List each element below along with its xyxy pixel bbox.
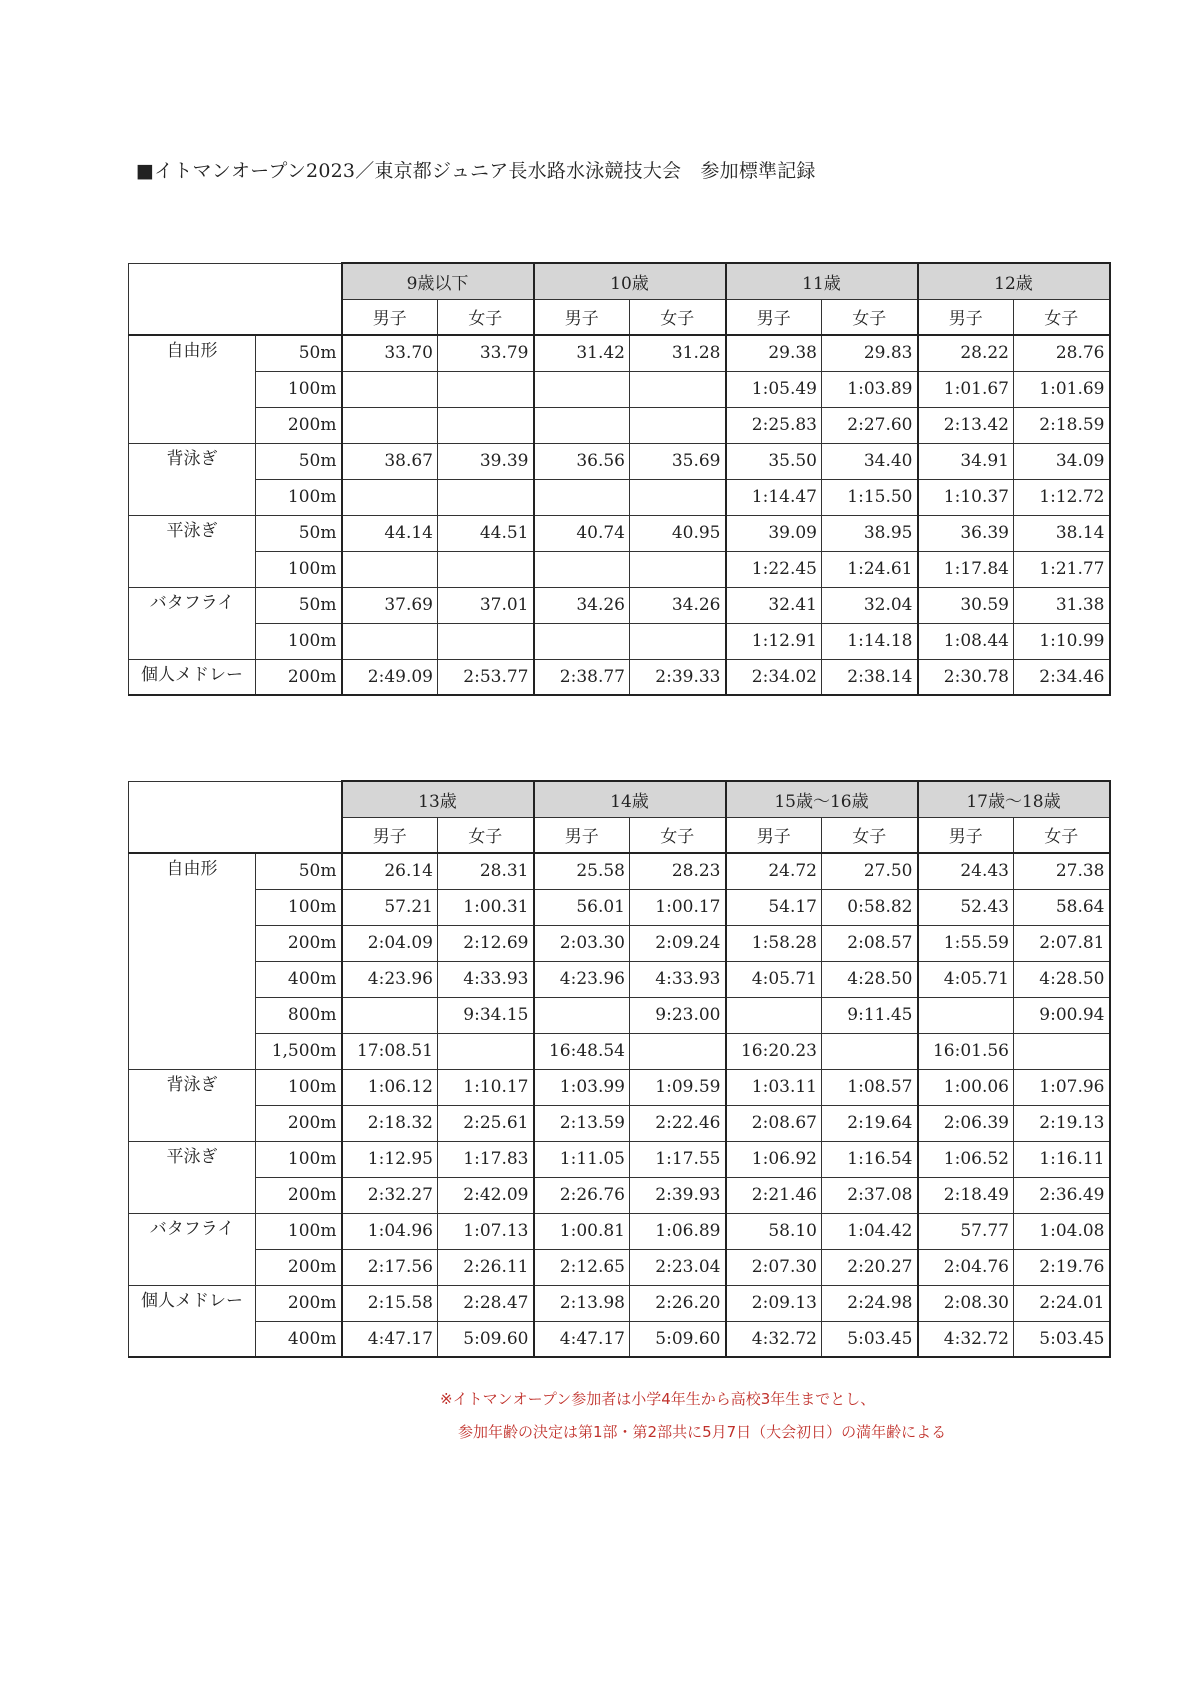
record-time-cell: 1:01.67: [918, 371, 1014, 407]
record-time-cell: 2:07.81: [1014, 925, 1110, 961]
record-time-cell: 1:00.17: [630, 889, 726, 925]
gender-header-girls: 女子: [630, 299, 726, 335]
distance-label: 1,500m: [256, 1033, 342, 1069]
record-time-cell: 2:08.57: [822, 925, 918, 961]
record-time-cell: 2:15.58: [342, 1285, 438, 1321]
record-time-cell: 2:19.64: [822, 1105, 918, 1141]
table-row: [129, 997, 1110, 1033]
record-time-cell: [918, 997, 1014, 1033]
stroke-label: バタフライ: [129, 1213, 256, 1285]
gender-header-boys: 男子: [342, 299, 438, 335]
record-time-cell: 2:22.46: [630, 1105, 726, 1141]
record-time-cell: 39.39: [438, 443, 534, 479]
table-row: [129, 961, 1110, 997]
record-time-cell: 1:04.96: [342, 1213, 438, 1249]
record-time-cell: 37.01: [438, 587, 534, 623]
record-time-cell: 16:20.23: [726, 1033, 822, 1069]
table-row: [129, 1249, 1110, 1285]
record-time-cell: 24.43: [918, 853, 1014, 889]
record-time-cell: 1:08.44: [918, 623, 1014, 659]
record-time-cell: 1:16.54: [822, 1141, 918, 1177]
record-time-cell: 57.77: [918, 1213, 1014, 1249]
record-time-cell: [342, 551, 438, 587]
age-header-row: [129, 781, 1110, 817]
record-time-cell: 40.74: [534, 515, 630, 551]
table-row: [129, 371, 1110, 407]
record-time-cell: 2:09.13: [726, 1285, 822, 1321]
record-time-cell: 2:13.98: [534, 1285, 630, 1321]
record-time-cell: [630, 623, 726, 659]
record-time-cell: 58.64: [1014, 889, 1110, 925]
record-time-cell: 2:12.65: [534, 1249, 630, 1285]
gender-header-boys: 男子: [342, 817, 438, 853]
record-time-cell: 1:01.69: [1014, 371, 1110, 407]
table-row: [129, 335, 1110, 371]
record-time-cell: 4:47.17: [534, 1321, 630, 1357]
record-time-cell: 1:58.28: [726, 925, 822, 961]
gender-header-girls: 女子: [1014, 299, 1110, 335]
stroke-label: 個人メドレー: [129, 659, 256, 695]
record-time-cell: 1:15.50: [822, 479, 918, 515]
record-time-cell: [822, 1033, 918, 1069]
stroke-label: 自由形: [129, 853, 256, 1069]
record-time-cell: 2:18.49: [918, 1177, 1014, 1213]
record-time-cell: 1:03.99: [534, 1069, 630, 1105]
record-time-cell: 26.14: [342, 853, 438, 889]
record-time-cell: [342, 997, 438, 1033]
record-time-cell: [342, 371, 438, 407]
distance-label: 100m: [256, 623, 342, 659]
record-time-cell: 1:21.77: [1014, 551, 1110, 587]
record-time-cell: 1:10.37: [918, 479, 1014, 515]
record-time-cell: 36.39: [918, 515, 1014, 551]
record-time-cell: [630, 407, 726, 443]
record-time-cell: 1:55.59: [918, 925, 1014, 961]
record-time-cell: 32.41: [726, 587, 822, 623]
record-time-cell: 2:03.30: [534, 925, 630, 961]
record-time-cell: 38.14: [1014, 515, 1110, 551]
record-time-cell: 4:28.50: [822, 961, 918, 997]
record-time-cell: 27.38: [1014, 853, 1110, 889]
distance-label: 400m: [256, 1321, 342, 1357]
record-time-cell: 2:13.42: [918, 407, 1014, 443]
header-corner-cell: [129, 263, 342, 335]
record-time-cell: 1:22.45: [726, 551, 822, 587]
age-group-header: 13歳: [342, 781, 534, 817]
record-time-cell: 2:37.08: [822, 1177, 918, 1213]
distance-label: 50m: [256, 587, 342, 623]
record-time-cell: 5:03.45: [822, 1321, 918, 1357]
gender-header-boys: 男子: [918, 299, 1014, 335]
table-row: [129, 479, 1110, 515]
record-time-cell: 2:18.59: [1014, 407, 1110, 443]
record-time-cell: 1:12.95: [342, 1141, 438, 1177]
distance-label: 100m: [256, 1213, 342, 1249]
record-time-cell: 4:23.96: [534, 961, 630, 997]
record-time-cell: 2:19.76: [1014, 1249, 1110, 1285]
record-time-cell: [534, 479, 630, 515]
record-time-cell: 2:25.61: [438, 1105, 534, 1141]
distance-label: 400m: [256, 961, 342, 997]
eligibility-note: ※イトマンオープン参加者は小学4年生から高校3年生までとし、: [440, 1390, 876, 1408]
record-time-cell: 2:04.76: [918, 1249, 1014, 1285]
record-time-cell: 35.69: [630, 443, 726, 479]
record-time-cell: 57.21: [342, 889, 438, 925]
record-time-cell: 2:26.11: [438, 1249, 534, 1285]
record-time-cell: 34.91: [918, 443, 1014, 479]
record-time-cell: 1:14.47: [726, 479, 822, 515]
header-corner-cell: [129, 781, 342, 853]
record-time-cell: 2:06.39: [918, 1105, 1014, 1141]
age-group-header: 15歳～16歳: [726, 781, 918, 817]
record-time-cell: [630, 1033, 726, 1069]
record-time-cell: 29.83: [822, 335, 918, 371]
gender-header-boys: 男子: [726, 817, 822, 853]
record-time-cell: [726, 997, 822, 1033]
record-time-cell: 2:19.13: [1014, 1105, 1110, 1141]
record-time-cell: 1:24.61: [822, 551, 918, 587]
record-time-cell: 29.38: [726, 335, 822, 371]
record-time-cell: [438, 623, 534, 659]
distance-label: 100m: [256, 551, 342, 587]
gender-header-boys: 男子: [726, 299, 822, 335]
record-time-cell: 2:28.47: [438, 1285, 534, 1321]
record-time-cell: [534, 623, 630, 659]
record-time-cell: 1:03.11: [726, 1069, 822, 1105]
record-time-cell: 28.76: [1014, 335, 1110, 371]
record-time-cell: 24.72: [726, 853, 822, 889]
record-time-cell: 1:09.59: [630, 1069, 726, 1105]
gender-header-girls: 女子: [822, 299, 918, 335]
table-row: [129, 1285, 1110, 1321]
record-time-cell: 5:09.60: [630, 1321, 726, 1357]
record-time-cell: 16:48.54: [534, 1033, 630, 1069]
stroke-label: バタフライ: [129, 587, 256, 659]
distance-label: 50m: [256, 515, 342, 551]
record-time-cell: 32.04: [822, 587, 918, 623]
record-time-cell: 2:23.04: [630, 1249, 726, 1285]
gender-header-girls: 女子: [438, 817, 534, 853]
record-time-cell: 25.58: [534, 853, 630, 889]
gender-header-girls: 女子: [630, 817, 726, 853]
record-time-cell: 2:08.30: [918, 1285, 1014, 1321]
table-row: [129, 407, 1110, 443]
record-time-cell: 2:39.93: [630, 1177, 726, 1213]
record-time-cell: 2:38.14: [822, 659, 918, 695]
gender-header-girls: 女子: [822, 817, 918, 853]
page-title: ■イトマンオープン2023／東京都ジュニア長水路水泳競技大会 参加標準記録: [136, 160, 816, 182]
record-time-cell: [342, 407, 438, 443]
record-time-cell: 4:05.71: [918, 961, 1014, 997]
record-time-cell: 38.67: [342, 443, 438, 479]
record-time-cell: 33.70: [342, 335, 438, 371]
record-time-cell: 2:08.67: [726, 1105, 822, 1141]
record-time-cell: [438, 371, 534, 407]
record-time-cell: [342, 479, 438, 515]
record-time-cell: 1:10.17: [438, 1069, 534, 1105]
record-time-cell: 4:05.71: [726, 961, 822, 997]
record-time-cell: 44.14: [342, 515, 438, 551]
record-time-cell: 34.09: [1014, 443, 1110, 479]
table-row: [129, 925, 1110, 961]
distance-label: 50m: [256, 443, 342, 479]
distance-label: 200m: [256, 407, 342, 443]
record-time-cell: 1:06.52: [918, 1141, 1014, 1177]
record-time-cell: 52.43: [918, 889, 1014, 925]
distance-label: 100m: [256, 479, 342, 515]
record-time-cell: 1:00.81: [534, 1213, 630, 1249]
distance-label: 200m: [256, 659, 342, 695]
record-time-cell: 2:26.76: [534, 1177, 630, 1213]
stroke-label: 平泳ぎ: [129, 1141, 256, 1213]
standards-table-junior: [128, 262, 1111, 696]
distance-label: 100m: [256, 371, 342, 407]
distance-label: 200m: [256, 1105, 342, 1141]
table-row: [129, 1213, 1110, 1249]
record-time-cell: 1:06.89: [630, 1213, 726, 1249]
age-determination-note: 参加年齢の決定は第1部・第2部共に5月7日（大会初日）の満年齢による: [458, 1423, 947, 1441]
record-time-cell: 44.51: [438, 515, 534, 551]
table-row: [129, 1069, 1110, 1105]
record-time-cell: 1:12.72: [1014, 479, 1110, 515]
record-time-cell: 2:18.32: [342, 1105, 438, 1141]
record-time-cell: 2:04.09: [342, 925, 438, 961]
stroke-label: 平泳ぎ: [129, 515, 256, 587]
table-row: [129, 1033, 1110, 1069]
age-group-header: 9歳以下: [342, 263, 534, 299]
stroke-label: 個人メドレー: [129, 1285, 256, 1357]
record-time-cell: [534, 371, 630, 407]
record-time-cell: 5:03.45: [1014, 1321, 1110, 1357]
record-time-cell: 2:17.56: [342, 1249, 438, 1285]
record-time-cell: 4:33.93: [630, 961, 726, 997]
record-time-cell: 9:11.45: [822, 997, 918, 1033]
record-time-cell: 2:09.24: [630, 925, 726, 961]
record-time-cell: 5:09.60: [438, 1321, 534, 1357]
record-time-cell: 4:28.50: [1014, 961, 1110, 997]
stroke-label: 背泳ぎ: [129, 1069, 256, 1141]
distance-label: 100m: [256, 1069, 342, 1105]
record-time-cell: 34.26: [534, 587, 630, 623]
record-time-cell: [630, 551, 726, 587]
record-time-cell: 40.95: [630, 515, 726, 551]
record-time-cell: 4:32.72: [726, 1321, 822, 1357]
record-time-cell: 2:49.09: [342, 659, 438, 695]
record-time-cell: [630, 479, 726, 515]
age-header-row: [129, 263, 1110, 299]
gender-header-boys: 男子: [918, 817, 1014, 853]
table-row: [129, 1177, 1110, 1213]
table-row: [129, 551, 1110, 587]
record-time-cell: 2:32.27: [342, 1177, 438, 1213]
age-group-header: 11歳: [726, 263, 918, 299]
record-time-cell: [534, 551, 630, 587]
record-time-cell: 28.23: [630, 853, 726, 889]
record-time-cell: 1:07.96: [1014, 1069, 1110, 1105]
record-time-cell: 1:04.08: [1014, 1213, 1110, 1249]
record-time-cell: 27.50: [822, 853, 918, 889]
record-time-cell: 2:39.33: [630, 659, 726, 695]
table-row: [129, 659, 1110, 695]
record-time-cell: 1:04.42: [822, 1213, 918, 1249]
distance-label: 800m: [256, 997, 342, 1033]
record-time-cell: 2:24.98: [822, 1285, 918, 1321]
record-time-cell: 2:20.27: [822, 1249, 918, 1285]
record-time-cell: 31.42: [534, 335, 630, 371]
table-row: [129, 889, 1110, 925]
gender-header-boys: 男子: [534, 817, 630, 853]
record-time-cell: 54.17: [726, 889, 822, 925]
distance-label: 50m: [256, 853, 342, 889]
record-time-cell: 1:16.11: [1014, 1141, 1110, 1177]
record-time-cell: 1:17.84: [918, 551, 1014, 587]
record-time-cell: [438, 479, 534, 515]
table-row: [129, 587, 1110, 623]
table-row: [129, 1141, 1110, 1177]
record-time-cell: 2:30.78: [918, 659, 1014, 695]
record-time-cell: 2:24.01: [1014, 1285, 1110, 1321]
record-time-cell: 39.09: [726, 515, 822, 551]
table-row: [129, 443, 1110, 479]
record-time-cell: 2:21.46: [726, 1177, 822, 1213]
distance-label: 200m: [256, 925, 342, 961]
distance-label: 200m: [256, 1249, 342, 1285]
record-time-cell: 0:58.82: [822, 889, 918, 925]
distance-label: 200m: [256, 1177, 342, 1213]
record-time-cell: 4:33.93: [438, 961, 534, 997]
record-time-cell: 31.28: [630, 335, 726, 371]
record-time-cell: 31.38: [1014, 587, 1110, 623]
stroke-label: 自由形: [129, 335, 256, 443]
record-time-cell: 1:05.49: [726, 371, 822, 407]
record-time-cell: 36.56: [534, 443, 630, 479]
record-time-cell: 2:07.30: [726, 1249, 822, 1285]
record-time-cell: 56.01: [534, 889, 630, 925]
stroke-label: 背泳ぎ: [129, 443, 256, 515]
record-time-cell: 2:36.49: [1014, 1177, 1110, 1213]
record-time-cell: 2:26.20: [630, 1285, 726, 1321]
distance-label: 100m: [256, 889, 342, 925]
record-time-cell: 2:27.60: [822, 407, 918, 443]
record-time-cell: [438, 1033, 534, 1069]
distance-label: 100m: [256, 1141, 342, 1177]
gender-header-girls: 女子: [1014, 817, 1110, 853]
record-time-cell: 34.40: [822, 443, 918, 479]
record-time-cell: 1:11.05: [534, 1141, 630, 1177]
record-time-cell: 1:17.83: [438, 1141, 534, 1177]
record-time-cell: 2:13.59: [534, 1105, 630, 1141]
record-time-cell: [534, 407, 630, 443]
standards-table-senior: [128, 780, 1111, 1358]
record-time-cell: 1:03.89: [822, 371, 918, 407]
record-time-cell: 4:23.96: [342, 961, 438, 997]
record-time-cell: [630, 371, 726, 407]
age-group-header: 12歳: [918, 263, 1110, 299]
record-time-cell: [438, 407, 534, 443]
record-time-cell: 1:06.92: [726, 1141, 822, 1177]
record-time-cell: 9:23.00: [630, 997, 726, 1033]
record-time-cell: 2:34.46: [1014, 659, 1110, 695]
gender-header-boys: 男子: [534, 299, 630, 335]
record-time-cell: 17:08.51: [342, 1033, 438, 1069]
record-time-cell: [1014, 1033, 1110, 1069]
record-time-cell: 58.10: [726, 1213, 822, 1249]
record-time-cell: 1:10.99: [1014, 623, 1110, 659]
record-time-cell: 28.31: [438, 853, 534, 889]
record-time-cell: 1:00.31: [438, 889, 534, 925]
record-time-cell: 1:14.18: [822, 623, 918, 659]
age-group-header: 17歳～18歳: [918, 781, 1110, 817]
record-time-cell: 1:12.91: [726, 623, 822, 659]
record-time-cell: 2:53.77: [438, 659, 534, 695]
record-time-cell: 2:25.83: [726, 407, 822, 443]
record-time-cell: 2:34.02: [726, 659, 822, 695]
record-time-cell: 2:38.77: [534, 659, 630, 695]
record-time-cell: [534, 997, 630, 1033]
age-group-header: 10歳: [534, 263, 726, 299]
distance-label: 50m: [256, 335, 342, 371]
record-time-cell: 9:34.15: [438, 997, 534, 1033]
record-time-cell: 16:01.56: [918, 1033, 1014, 1069]
distance-label: 200m: [256, 1285, 342, 1321]
record-time-cell: 34.26: [630, 587, 726, 623]
record-time-cell: 4:47.17: [342, 1321, 438, 1357]
table-row: [129, 515, 1110, 551]
record-time-cell: 2:42.09: [438, 1177, 534, 1213]
record-time-cell: 9:00.94: [1014, 997, 1110, 1033]
record-time-cell: 28.22: [918, 335, 1014, 371]
table-row: [129, 853, 1110, 889]
record-time-cell: [438, 551, 534, 587]
record-time-cell: 37.69: [342, 587, 438, 623]
table-row: [129, 1321, 1110, 1357]
record-time-cell: [342, 623, 438, 659]
age-group-header: 14歳: [534, 781, 726, 817]
record-time-cell: 33.79: [438, 335, 534, 371]
record-time-cell: 35.50: [726, 443, 822, 479]
gender-header-girls: 女子: [438, 299, 534, 335]
record-time-cell: 1:00.06: [918, 1069, 1014, 1105]
record-time-cell: 1:06.12: [342, 1069, 438, 1105]
record-time-cell: 38.95: [822, 515, 918, 551]
record-time-cell: 1:08.57: [822, 1069, 918, 1105]
table-row: [129, 1105, 1110, 1141]
record-time-cell: 30.59: [918, 587, 1014, 623]
record-time-cell: 1:17.55: [630, 1141, 726, 1177]
record-time-cell: 1:07.13: [438, 1213, 534, 1249]
table-row: [129, 623, 1110, 659]
record-time-cell: 4:32.72: [918, 1321, 1014, 1357]
record-time-cell: 2:12.69: [438, 925, 534, 961]
